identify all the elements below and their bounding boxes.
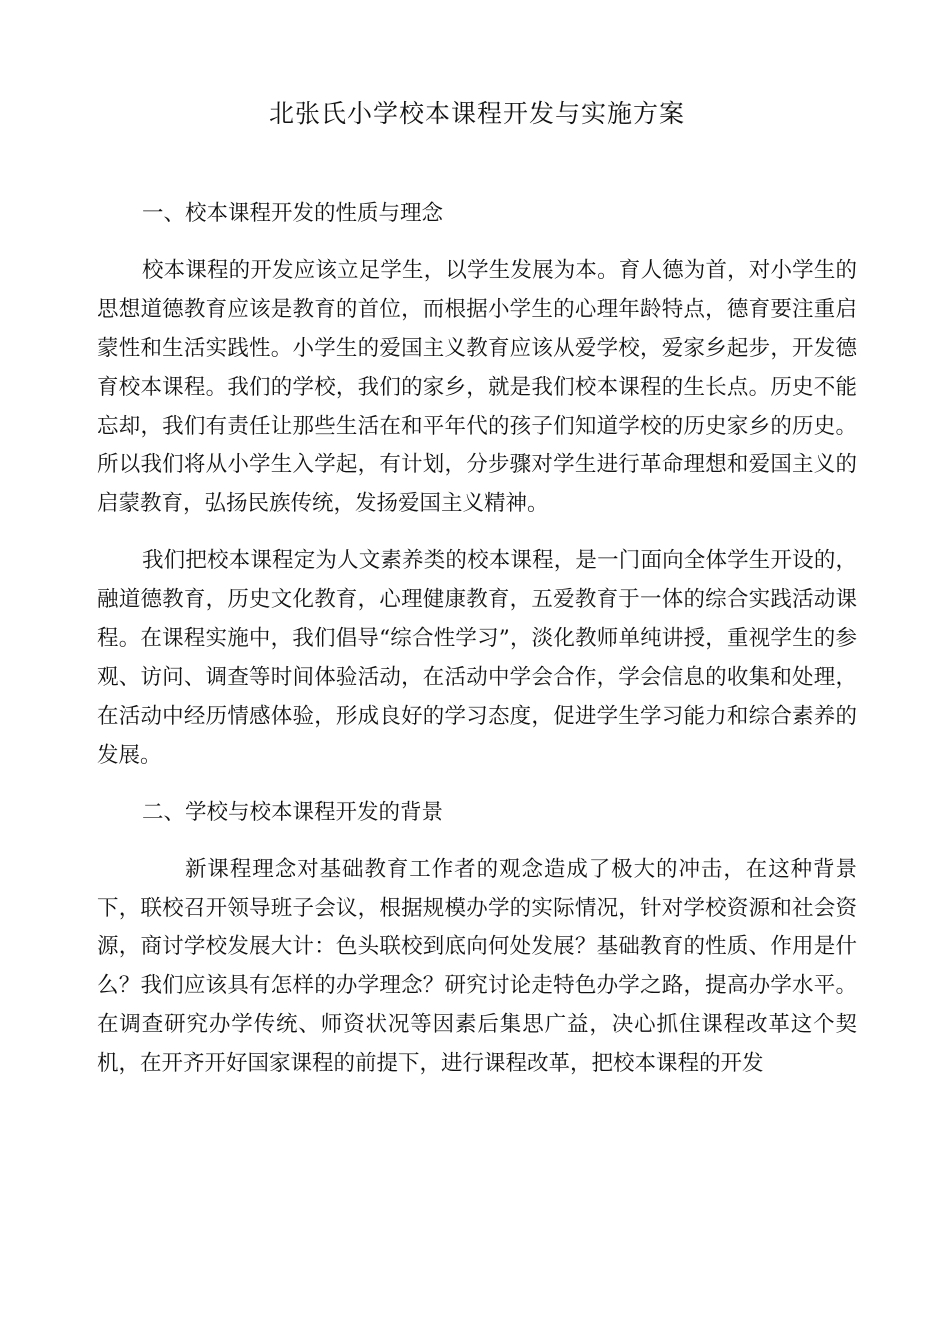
paragraph-2-1: 新课程理念对基础教育工作者的观念造成了极大的冲击，在这种背景下，联校召开领导班子会议，根据规模办学的实际情况，针对学校资源和社会资源，商讨学校发展大计：色头联校到底向何处发展？基础教育的性质、作用是什么？我们应该具有怎样的办学理念？研究讨论走特色办学之路，提高办学水平。在调查研究办学传统、师资状况等因素后集思广益，决心抓住课程改革这个契机，在开齐开好国家课程的前提下，进行课程改革，把校本课程的开发 — [97, 856, 857, 1077]
section-heading-2: 二、学校与校本课程开发的背景 — [142, 799, 444, 825]
paragraph-1-2: 我们把校本课程定为人文素养类的校本课程，是一门面向全体学生开设的，融道德教育，历史文化教育，心理健康教育，五爱教育于一体的综合实践活动课程。在课程实施中，我们倡导“综合性学习”，淡化教师单纯讲授，重视学生的参观、访问、调查等时间体验活动，在活动中学会合作，学会信息的收集和处理，在活动中经历情感体验，形成良好的学习态度，促进学生学习能力和综合素养的发展。 — [97, 548, 857, 768]
document-title: 北张氏小学校本课程开发与实施方案 — [268, 99, 685, 128]
document-body — [97, 195, 857, 1102]
section-heading-1: 一、校本课程开发的性质与理念 — [142, 201, 444, 226]
paragraph-1-1: 校本课程的开发应该立足学生，以学生发展为本。育人德为首，对小学生的思想道德教育应该是教育的首位，而根据小学生的心理年龄特点，德育要注重启蒙性和生活实践性。小学生的爱国主义教育应该从爱学校，爱家乡起步，开发德育校本课程。我们的学校，我们的家乡，就是我们校本课程的生长点。历史不能忘却，我们有责任让那些生活在和平年代的孩子们知道学校的历史家乡的历史。所以我们将从小学生入学起，有计划，分步骤对学生进行革命理想和爱国主义的启蒙教育，弘扬民族传统，发扬爱国主义精神。 — [97, 257, 857, 517]
